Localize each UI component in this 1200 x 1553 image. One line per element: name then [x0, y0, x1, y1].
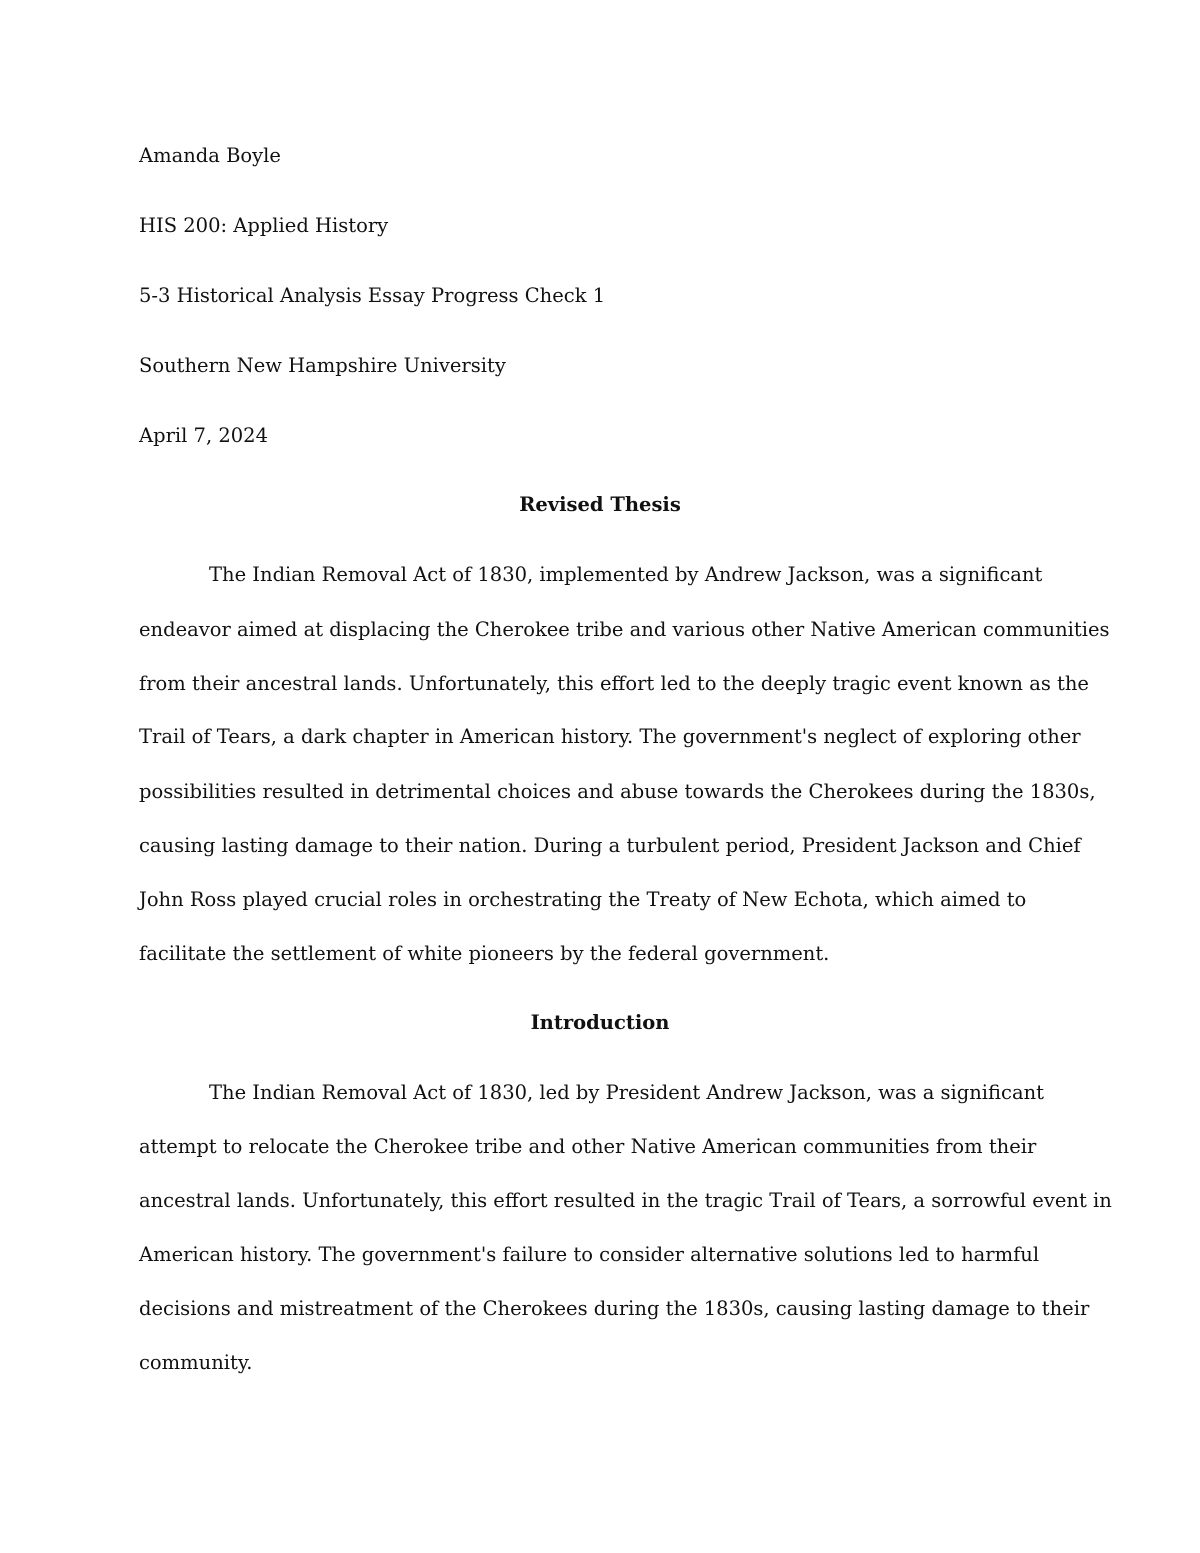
paragraph-line: facilitate the settlement of white pioneers by the federal government.	[139, 942, 830, 965]
paragraph-line: causing lasting damage to their nation. During a turbulent period, President Jackson and Chief	[139, 834, 1081, 857]
paragraph-line: attempt to relocate the Cherokee tribe and other Native American communities from their	[139, 1135, 1037, 1158]
paragraph-line: The Indian Removal Act of 1830, implemented by Andrew Jackson, was a significant	[209, 563, 1043, 586]
submission-date: April 7, 2024	[139, 424, 268, 447]
paragraph-line: endeavor aimed at displacing the Cherokee tribe and various other Native American communities	[139, 618, 1110, 641]
section-heading-introduction: Introduction	[530, 1011, 670, 1034]
paragraph-line: community.	[139, 1351, 253, 1374]
paragraph-line: John Ross played crucial roles in orchestrating the Treaty of New Echota, which aimed to	[139, 888, 1027, 911]
paragraph-line: possibilities resulted in detrimental choices and abuse towards the Cherokees during the 1830s,	[139, 780, 1096, 803]
author-name: Amanda Boyle	[139, 144, 281, 167]
paragraph-line: from their ancestral lands. Unfortunately, this effort led to the deeply tragic event known as the	[139, 672, 1089, 695]
paragraph-line: American history. The government's failure to consider alternative solutions led to harmful	[139, 1243, 1040, 1266]
paragraph-line: Trail of Tears, a dark chapter in American history. The government's neglect of exploring other	[139, 725, 1081, 748]
course-name: HIS 200: Applied History	[139, 214, 389, 237]
institution-name: Southern New Hampshire University	[139, 354, 506, 377]
assignment-title: 5-3 Historical Analysis Essay Progress Check 1	[139, 284, 606, 307]
paragraph-line: decisions and mistreatment of the Cherokees during the 1830s, causing lasting damage to their	[139, 1297, 1090, 1320]
paragraph-line: The Indian Removal Act of 1830, led by President Andrew Jackson, was a significant	[209, 1081, 1044, 1104]
section-heading-revised-thesis: Revised Thesis	[519, 493, 681, 516]
paragraph-line: ancestral lands. Unfortunately, this effort resulted in the tragic Trail of Tears, a sorrowful event in	[139, 1189, 1112, 1212]
